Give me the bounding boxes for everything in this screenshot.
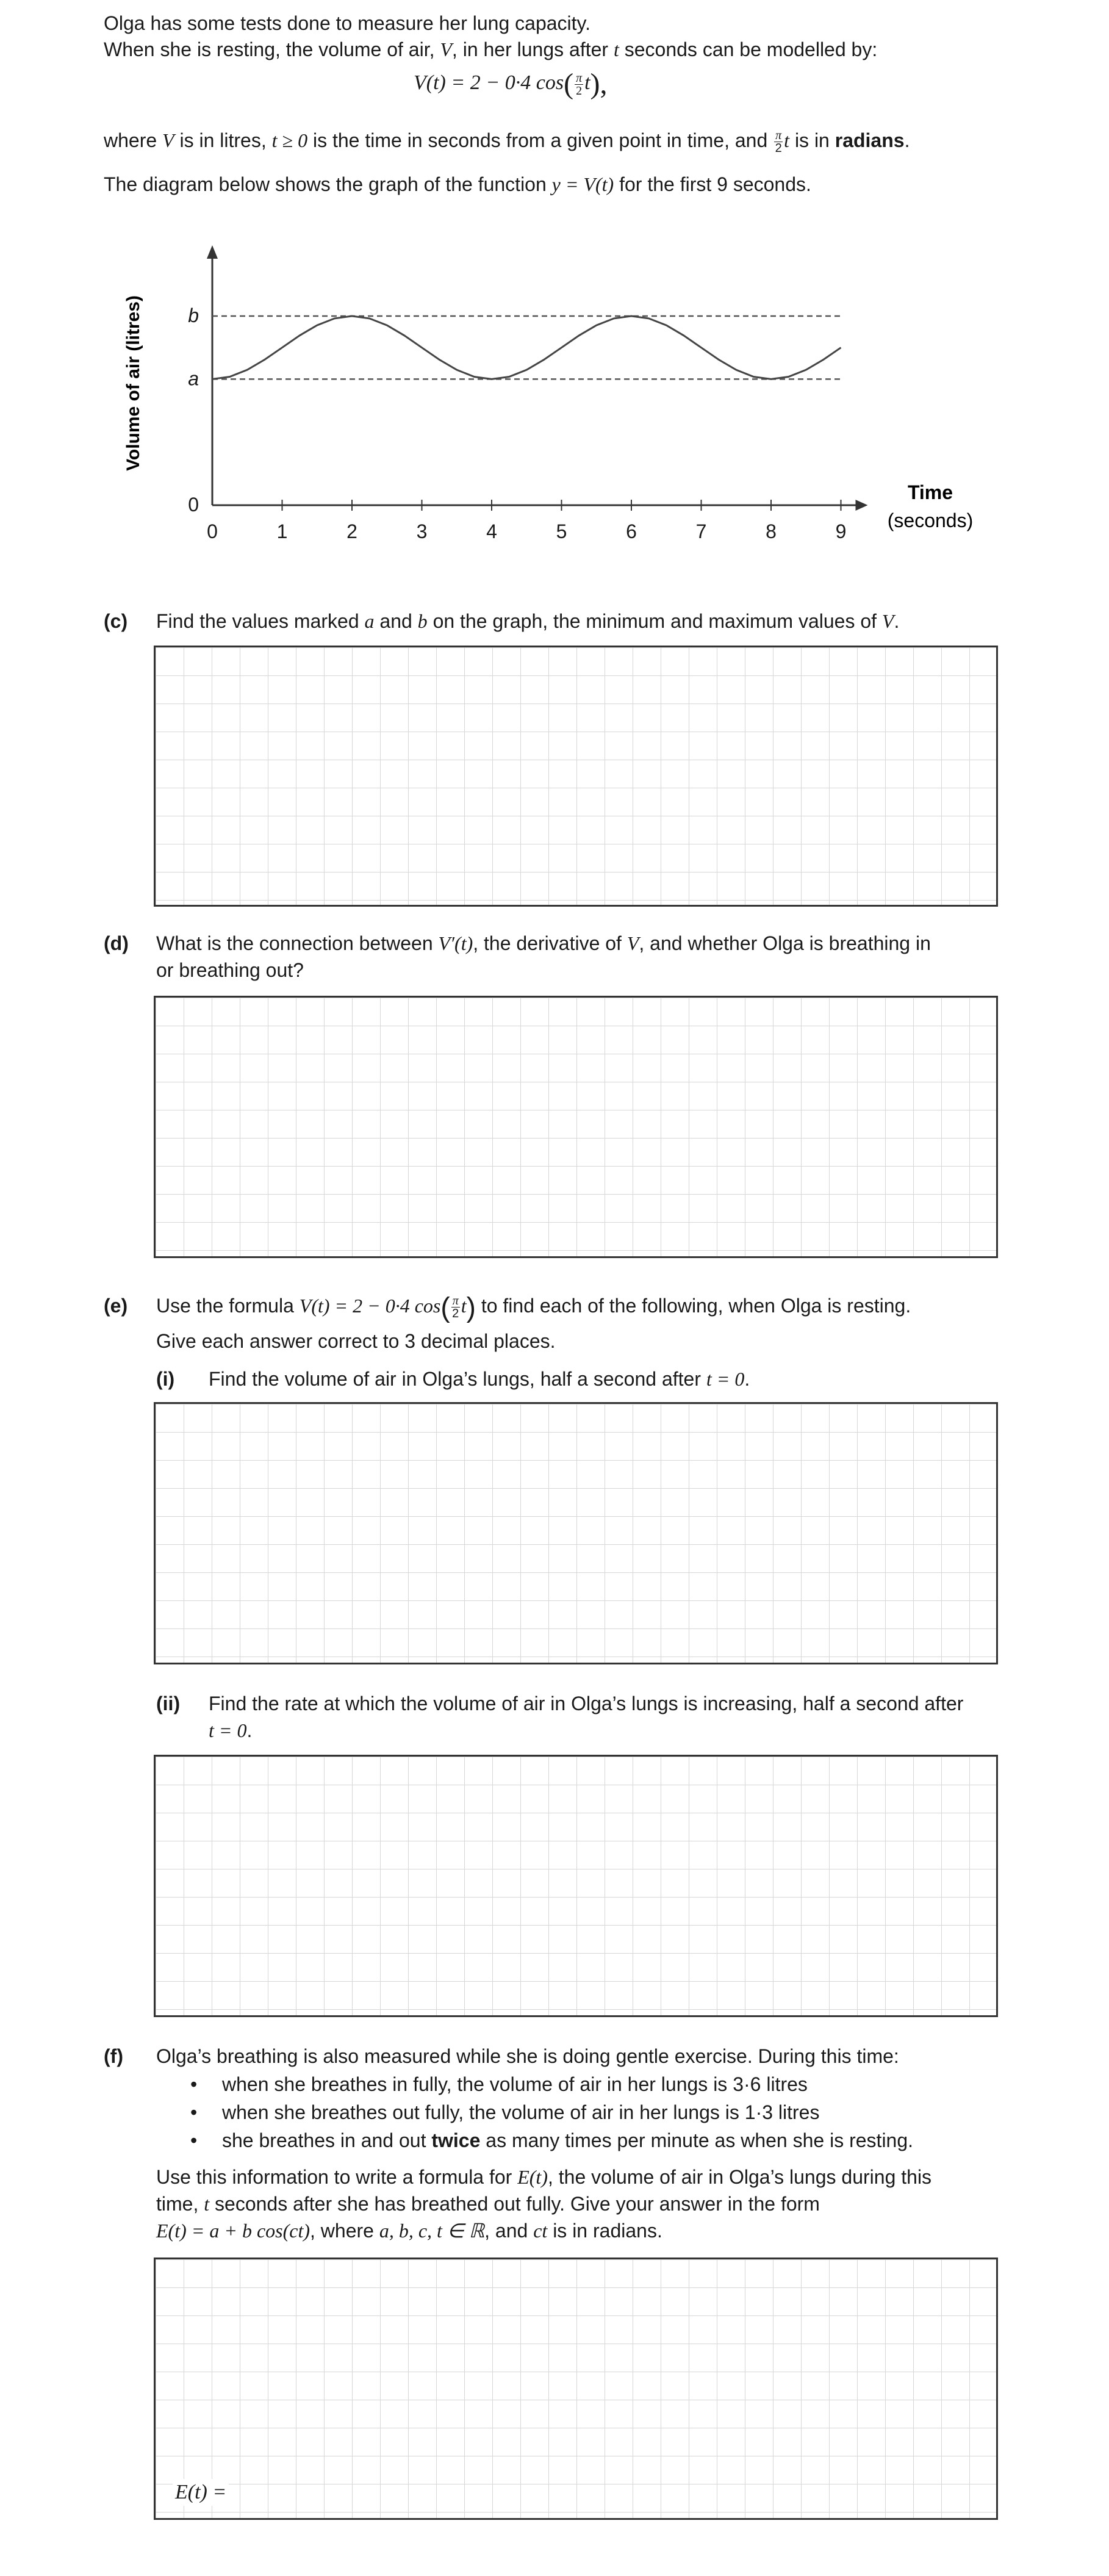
text-span: and — [374, 610, 418, 632]
math-cond: t = 0 — [209, 1719, 247, 1741]
question-e-i-label: (i) — [156, 1368, 175, 1390]
text-span: seconds after she has breathed out fully. Give your answer in the form — [209, 2193, 820, 2215]
text-span: , the volume of air in Olga’s lungs during this — [547, 2166, 932, 2188]
y-tick-label: b — [188, 304, 199, 326]
x-tick-label: 2 — [346, 520, 357, 542]
y-axis-label: Volume of air (litres) — [123, 295, 143, 471]
math-a: a — [364, 610, 375, 632]
answer-box-e-i[interactable] — [154, 1402, 998, 1664]
math-v: V — [440, 38, 452, 60]
question-e-ii-line-2 — [209, 1717, 252, 1744]
math-v: V — [626, 932, 639, 954]
text-span: is in — [789, 129, 835, 151]
text-span: Find the volume of air in Olga’s lungs, half a second after — [209, 1368, 706, 1390]
twice-bold: twice — [431, 2129, 481, 2151]
question-f-label: (f) — [104, 2045, 123, 2067]
text-span: she breathes in and out — [222, 2129, 432, 2151]
math-vprime: V′(t) — [438, 932, 473, 954]
text-span: . — [744, 1368, 750, 1390]
question-e-ii-label: (ii) — [156, 1693, 181, 1714]
volume-curve — [212, 316, 841, 379]
y-tick-labels — [188, 304, 199, 516]
question-f-para-2 — [156, 2190, 820, 2217]
text-span: is the time in seconds from a given point in time, and — [307, 129, 773, 151]
x-tick-label: 0 — [207, 520, 218, 542]
model-formula: V(t) = 2 − 0·4 cos( $\frac{\pi}{2}$ t), — [414, 68, 608, 101]
math-t-cond: t ≥ 0 — [271, 129, 308, 151]
math-t: t — [204, 2193, 210, 2215]
answer-box-c[interactable] — [154, 646, 998, 907]
x-tick-label: 5 — [556, 520, 567, 542]
math-function: E(t) — [517, 2166, 548, 2188]
bullet-marker: • — [190, 2073, 198, 2095]
bullet-item-1: when she breathes in fully, the volume of air in her lungs is 3·6 litres — [222, 2073, 808, 2095]
math-cond: t = 0 — [706, 1368, 745, 1390]
y-tick-label: 0 — [188, 494, 199, 516]
formula-t: t — [584, 71, 590, 94]
fraction: $\frac{\pi}{2}$ — [452, 1294, 459, 1321]
math-function: y = V(t) — [551, 173, 614, 195]
answer-box-d[interactable] — [154, 996, 998, 1258]
text-span: Find the values marked — [156, 610, 365, 632]
x-tick-label: 1 — [276, 520, 288, 542]
formula-lhs: V(t) = 2 − 0·4 cos — [414, 71, 564, 94]
bullet-marker: • — [190, 2101, 198, 2123]
x-axis-label: Time — [907, 481, 953, 503]
y-axis-arrow — [207, 245, 218, 259]
question-f-para-3 — [156, 2217, 662, 2244]
text-span: seconds can be modelled by: — [619, 38, 878, 60]
formula-lhs: V(t) = 2 − 0·4 cos — [299, 1295, 441, 1317]
bullet-marker: • — [190, 2129, 198, 2151]
math-vars: a, b, c, t ∈ ℝ — [379, 2220, 485, 2242]
fraction: $\frac{\pi}{2}$ — [576, 71, 583, 98]
question-f-para-1 — [156, 2164, 931, 2190]
text-span: is in radians. — [547, 2220, 662, 2242]
math-function: E(t) = a + b cos(ct) — [156, 2220, 310, 2242]
text-span: on the graph, the minimum and maximum values of — [427, 610, 882, 632]
text-span: as many times per minute as when she is resting. — [480, 2129, 914, 2151]
x-axis-label-unit: (seconds) — [887, 509, 974, 531]
volume-graph — [0, 0, 1109, 574]
math-t: t — [613, 38, 619, 60]
math-v: V — [881, 610, 894, 632]
math-ct: ct — [533, 2220, 548, 2242]
y-tick-label: a — [188, 367, 199, 390]
x-tick-label: 4 — [486, 520, 497, 542]
text-span: , and whether Olga is breathing in — [639, 932, 931, 954]
question-c-text — [156, 608, 899, 635]
text-span: , where — [310, 2220, 379, 2242]
text-span: . — [894, 610, 900, 632]
question-e-label: (e) — [104, 1295, 128, 1317]
question-c-label: (c) — [104, 610, 128, 632]
text-span: is in litres, — [174, 129, 272, 151]
text-span: where — [104, 129, 163, 151]
text-span: When she is resting, the volume of air, — [104, 38, 440, 60]
text-span: , the derivative of — [473, 932, 627, 954]
formula-end: ), — [590, 68, 608, 101]
question-d-line-2: or breathing out? — [156, 959, 304, 981]
text-span: for the first 9 seconds. — [614, 173, 811, 195]
x-tick-label: 8 — [766, 520, 777, 542]
bullet-item-3 — [222, 2127, 913, 2154]
answer-box-f[interactable] — [154, 2258, 998, 2520]
x-tick-label: 6 — [626, 520, 637, 542]
text-span: to find each of the following, when Olga is resting. — [475, 1295, 911, 1317]
text-span: , in her lungs after — [451, 38, 614, 60]
text-span: , and — [484, 2220, 534, 2242]
question-d-text — [156, 930, 931, 957]
formula-t: t — [461, 1295, 467, 1317]
question-e-ii-text: Find the rate at which the volume of air in Olga’s lungs is increasing, half a second after — [209, 1693, 964, 1714]
fraction: $\frac{\pi}{2}$ — [775, 129, 782, 156]
text-span: . — [904, 129, 910, 151]
intro-line-1: Olga has some tests done to measure her lung capacity. — [104, 12, 591, 34]
question-e-i-text — [209, 1365, 750, 1392]
answer-box-e-ii[interactable] — [154, 1755, 998, 2017]
math-v: V — [162, 129, 174, 151]
x-tick-label: 9 — [835, 520, 847, 542]
text-span: The diagram below shows the graph of the function — [104, 173, 552, 195]
question-e-line-2: Give each answer correct to 3 decimal places. — [156, 1330, 556, 1352]
text-span: Use this information to write a formula for — [156, 2166, 518, 2188]
x-axis-arrow — [856, 500, 868, 511]
question-f-intro: Olga’s breathing is also measured while she is doing gentle exercise. During this time: — [156, 2045, 899, 2067]
answer-prefix-e: E(t) = — [173, 2479, 229, 2506]
radians-bold: radians — [834, 129, 905, 151]
math-b: b — [417, 610, 428, 632]
question-d-label: (d) — [104, 932, 129, 954]
formula-close: ) — [466, 1291, 476, 1323]
text-span: time, — [156, 2193, 204, 2215]
text-span: . — [246, 1719, 253, 1741]
math-t: t — [784, 129, 790, 151]
question-e-text: Use the formula V(t) = 2 − 0·4 cos( $\frac{\pi}{2}$ t) to find each of the following, when Olga is resting. — [156, 1291, 911, 1323]
x-tick-label: 7 — [695, 520, 707, 542]
text-span: Use the formula — [156, 1295, 300, 1317]
x-tick-label: 3 — [416, 520, 428, 542]
text-span: What is the connection between — [156, 932, 439, 954]
bullet-item-2: when she breathes out fully, the volume of air in her lungs is 1·3 litres — [222, 2101, 820, 2123]
